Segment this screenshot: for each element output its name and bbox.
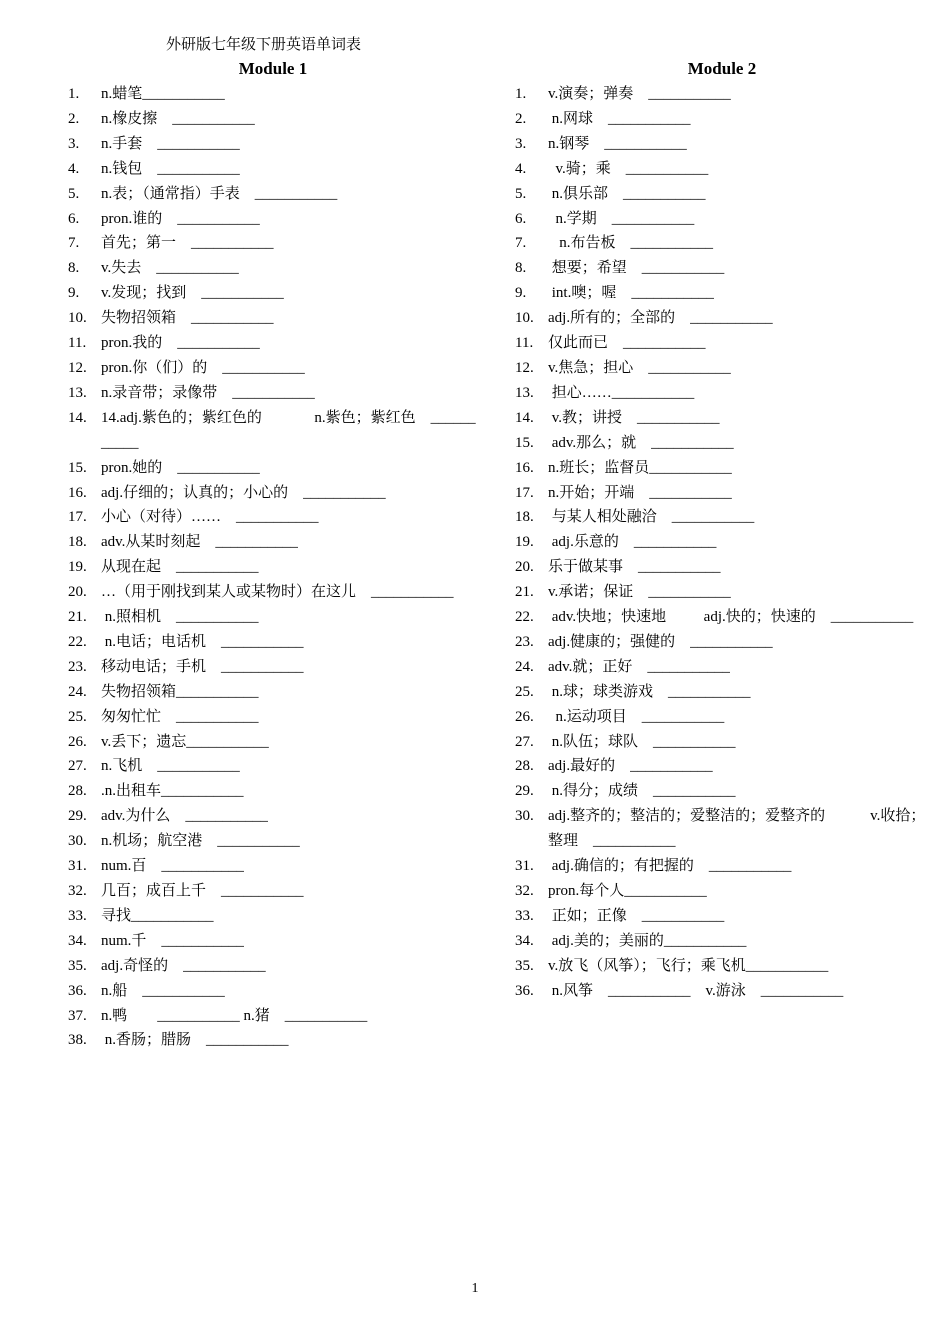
entry-number: 18.: [68, 534, 87, 551]
vocab-entry: [515, 779, 929, 804]
vocab-entry: [515, 306, 929, 331]
entry-number: 36.: [68, 982, 87, 999]
entry-text: n.鸭 ___________ n.猪 ___________: [101, 1007, 368, 1024]
entry-text: int.噢；喔 ___________: [548, 285, 714, 302]
vocab-entry: [515, 406, 929, 431]
entry-text: n.船 ___________: [101, 982, 225, 999]
entry-number: 26.: [68, 733, 87, 750]
vocab-entry: [68, 505, 482, 530]
entry-text: adv.为什么 ___________: [101, 808, 268, 825]
vocab-entry: [68, 182, 482, 207]
entry-text: adj.奇怪的 ___________: [101, 957, 266, 974]
entry-number: 22.: [515, 609, 534, 626]
entry-text: v.发现；找到 ___________: [101, 285, 284, 302]
vocab-entry: [68, 331, 482, 356]
entry-number: 26.: [515, 708, 534, 725]
entry-number: 4.: [515, 160, 527, 177]
vocab-entry: [515, 705, 929, 730]
entry-number: 8.: [515, 260, 527, 277]
entry-number: 29.: [68, 808, 87, 825]
entry-number: 32.: [68, 883, 87, 899]
entry-number: 6.: [515, 210, 527, 227]
entry-text: 正如；正像 ___________: [548, 907, 725, 924]
entry-text: 与某人相处融洽 ___________: [548, 509, 755, 526]
vocab-entry: [515, 979, 929, 1004]
module-2-word-list: [515, 82, 929, 1004]
entry-number: 9.: [515, 285, 527, 302]
entry-number: 17.: [68, 509, 87, 526]
vocab-entry: [68, 530, 482, 555]
vocab-entry: [515, 605, 929, 630]
vocab-entry: [515, 505, 929, 530]
vocab-entry: [68, 605, 482, 630]
vocab-entry: [515, 107, 929, 132]
entry-number: 2.: [68, 110, 80, 127]
module-2-column: [515, 58, 929, 1004]
entry-number: 20.: [515, 559, 534, 576]
entry-text: adv.从某时刻起 ___________: [101, 534, 298, 551]
entry-number: 19.: [68, 559, 87, 576]
entry-number: 29.: [515, 783, 534, 800]
vocab-entry: [515, 207, 929, 232]
vocab-entry: [515, 555, 929, 580]
entry-number: 23.: [515, 633, 534, 650]
vocab-entry: [515, 356, 929, 381]
entry-text: 小心（对待）…… ___________: [101, 509, 319, 526]
vocab-entry: [515, 456, 929, 481]
entry-number: 18.: [515, 509, 534, 526]
entry-number: 32.: [515, 883, 534, 899]
entry-text: adj.乐意的 ___________: [548, 534, 717, 551]
entry-number: 7.: [68, 235, 80, 252]
entry-text: n.机场；航空港 ___________: [101, 833, 300, 850]
entry-number: 11.: [515, 335, 534, 352]
entry-text: n.网球 ___________: [548, 110, 691, 127]
vocab-entry: [68, 157, 482, 182]
entry-text: n.运动项目 ___________: [548, 708, 725, 725]
entry-text: adv.那么；就 ___________: [548, 434, 734, 451]
entry-number: 16.: [515, 459, 534, 476]
vocab-entry: [68, 904, 482, 929]
vocab-entry: [515, 256, 929, 281]
module-1-heading: Module 1: [238, 59, 308, 78]
entry-text: n.开始；开端 ___________: [548, 484, 732, 501]
vocab-entry: [68, 1028, 482, 1053]
entry-text: 担心……___________: [548, 384, 695, 401]
vocab-entry: [68, 555, 482, 580]
vocab-entry: [68, 854, 482, 879]
entry-number: 16.: [68, 484, 87, 501]
entry-text: 移动电话；手机 ___________: [101, 658, 304, 675]
entry-number: 2.: [515, 110, 527, 127]
vocab-entry: [515, 580, 929, 605]
vocab-entry: [515, 381, 929, 406]
entry-text: n.蜡笔___________: [101, 86, 225, 102]
entry-number: 15.: [68, 459, 87, 476]
entry-number: 5.: [68, 185, 80, 202]
vocab-entry: [515, 680, 929, 705]
entry-text: adj.所有的；全部的 ___________: [548, 310, 773, 327]
vocab-entry: [68, 929, 482, 954]
entry-text: n.表；（通常指）手表 ___________: [101, 185, 338, 202]
entry-number: 35.: [68, 957, 87, 974]
entry-text: n.手套 ___________: [101, 135, 240, 152]
entry-text: adv.快地；快速地 adj.快的；快速的 ___________: [548, 609, 914, 626]
vocab-entry: [515, 481, 929, 506]
vocab-entry: [515, 929, 929, 954]
vocab-entry: [515, 231, 929, 256]
entry-number: 17.: [515, 484, 534, 501]
vocab-entry: [68, 630, 482, 655]
entry-number: 30.: [515, 808, 534, 825]
entry-text: v.骑；乘 ___________: [548, 160, 709, 177]
vocab-entry: [68, 256, 482, 281]
entry-number: 21.: [515, 584, 534, 601]
module-1-word-list: [68, 82, 482, 1053]
entry-text: n.电话；电话机 ___________: [101, 633, 304, 650]
entry-number: 28.: [515, 758, 534, 775]
entry-text: 从现在起 ___________: [101, 559, 259, 576]
entry-number: 31.: [68, 858, 87, 875]
entry-number: 31.: [515, 858, 534, 875]
entry-number: 12.: [68, 359, 87, 376]
vocab-entry: [68, 954, 482, 979]
entry-text: pron.每个人___________: [548, 883, 707, 899]
entry-text: pron.你（们）的 ___________: [101, 359, 305, 376]
entry-number: 27.: [68, 758, 87, 775]
vocab-entry: [515, 630, 929, 655]
entry-text: n.香肠；腊肠 ___________: [101, 1032, 289, 1049]
entry-text: n.照相机 ___________: [101, 609, 259, 626]
vocab-entry: [515, 879, 929, 904]
vocab-entry: [68, 754, 482, 779]
entry-text: 14.adj.紫色的；紫红色的 n.紫色；紫红色 ___________: [101, 409, 476, 451]
entry-text: adj.确信的；有把握的 ___________: [548, 858, 792, 875]
entry-text: pron.我的 ___________: [101, 335, 260, 352]
entry-text: v.放飞（风筝）；飞行；乘飞机___________: [548, 957, 829, 974]
entry-text: adj.美的；美丽的___________: [548, 932, 747, 949]
entry-text: num.千 ___________: [101, 932, 244, 949]
vocab-entry: [515, 954, 929, 979]
entry-text: v.丢下；遗忘___________: [101, 733, 269, 750]
entry-number: 35.: [515, 957, 534, 974]
entry-text: 想要；希望 ___________: [548, 260, 725, 277]
entry-number: 33.: [515, 907, 534, 924]
entry-text: pron.她的 ___________: [101, 459, 260, 476]
vocab-entry: [68, 306, 482, 331]
entry-number: 13.: [515, 384, 534, 401]
entry-text: num.百 ___________: [101, 858, 244, 875]
entry-number: 37.: [68, 1007, 87, 1024]
entry-text: n.布告板 ___________: [548, 235, 714, 252]
entry-text: adj.最好的 ___________: [548, 758, 713, 775]
entry-number: 28.: [68, 783, 87, 800]
entry-text: n.风筝 ___________ v.游泳 ___________: [548, 982, 844, 999]
entry-text: n.俱乐部 ___________: [548, 185, 706, 202]
entry-number: 33.: [68, 907, 87, 924]
entry-number: 21.: [68, 609, 87, 626]
vocab-entry: [515, 804, 929, 854]
vocab-entry: [68, 107, 482, 132]
entry-text: 失物招领箱___________: [101, 683, 259, 700]
entry-text: 首先；第一 ___________: [101, 235, 274, 252]
entry-text: .n.出租车___________: [101, 783, 244, 800]
vocab-entry: [515, 730, 929, 755]
entry-number: 22.: [68, 633, 87, 650]
entry-text: v.承诺；保证 ___________: [548, 584, 731, 601]
vocab-entry: [68, 406, 482, 456]
entry-text: 乐于做某事 ___________: [548, 559, 721, 576]
entry-text: n.学期 ___________: [548, 210, 695, 227]
entry-number: 20.: [68, 584, 87, 601]
vocab-entry: [515, 157, 929, 182]
entry-text: n.得分；成绩 ___________: [548, 783, 736, 800]
entry-number: 23.: [68, 658, 87, 675]
entry-number: 38.: [68, 1032, 87, 1049]
vocab-entry: [68, 381, 482, 406]
vocab-entry: [515, 182, 929, 207]
entry-number: 7.: [515, 235, 527, 252]
entry-text: n.球；球类游戏 ___________: [548, 683, 751, 700]
entry-number: 19.: [515, 534, 534, 551]
entry-text: pron.谁的 ___________: [101, 210, 260, 227]
module-1-column: [68, 58, 482, 1053]
entry-text: v.焦急；担心 ___________: [548, 359, 731, 376]
entry-number: 3.: [515, 135, 527, 152]
entry-number: 15.: [515, 434, 534, 451]
entry-number: 25.: [515, 683, 534, 700]
entry-number: 1.: [68, 86, 80, 102]
vocab-entry: [68, 655, 482, 680]
entry-number: 27.: [515, 733, 534, 750]
vocab-entry: [515, 431, 929, 456]
vocab-entry: [68, 705, 482, 730]
entry-text: n.录音带；录像带 ___________: [101, 384, 315, 401]
entry-number: 4.: [68, 160, 80, 177]
vocab-entry: [68, 804, 482, 829]
entry-text: 几百；成百上千 ___________: [101, 883, 304, 899]
vocab-entry: [68, 779, 482, 804]
entry-number: 24.: [515, 658, 534, 675]
vocab-entry: [68, 281, 482, 306]
entry-text: n.钢琴 ___________: [548, 135, 687, 152]
entry-number: 36.: [515, 982, 534, 999]
entry-number: 30.: [68, 833, 87, 850]
entry-number: 14.: [68, 409, 87, 426]
entry-text: v.演奏；弹奏 ___________: [548, 86, 731, 102]
entry-text: n.钱包 ___________: [101, 160, 240, 177]
entry-number: 8.: [68, 260, 80, 277]
vocab-entry: [68, 879, 482, 904]
vocab-entry: [68, 979, 482, 1004]
entry-text: 仅此而已 ___________: [548, 335, 706, 352]
vocab-entry: [515, 281, 929, 306]
entry-number: 25.: [68, 708, 87, 725]
entry-number: 14.: [515, 409, 534, 426]
entry-number: 1.: [515, 86, 527, 102]
vocab-entry: [68, 580, 482, 605]
entry-text: 失物招领箱 ___________: [101, 310, 274, 327]
entry-text: n.班长；监督员___________: [548, 459, 732, 476]
vocab-entry: [515, 904, 929, 929]
entry-number: 9.: [68, 285, 80, 302]
vocab-entry: [68, 1004, 482, 1029]
vocab-entry: [68, 207, 482, 232]
entry-text: adj.整齐的；整洁的；爱整洁的；爱整齐的 v.收拾；整理 ___________: [548, 808, 926, 850]
vocab-entry: [515, 530, 929, 555]
entry-text: …（用于刚找到某人或某物时）在这儿 ___________: [101, 584, 454, 601]
vocab-entry: [515, 655, 929, 680]
page-number: 1: [471, 1281, 479, 1296]
vocab-entry: [68, 680, 482, 705]
document-title: 外研版七年级下册英语单词表: [166, 37, 362, 53]
entry-text: n.橡皮擦 ___________: [101, 110, 255, 127]
entry-text: v.失去 ___________: [101, 260, 239, 277]
vocab-entry: [515, 331, 929, 356]
vocab-entry: [515, 754, 929, 779]
vocab-entry: [68, 456, 482, 481]
vocab-entry: [515, 82, 929, 107]
entry-text: adj.仔细的；认真的；小心的 ___________: [101, 484, 386, 501]
vocab-entry: [515, 854, 929, 879]
vocab-entry: [68, 132, 482, 157]
entry-text: n.队伍；球队 ___________: [548, 733, 736, 750]
entry-number: 24.: [68, 683, 87, 700]
vocab-entry: [68, 730, 482, 755]
entry-number: 11.: [68, 335, 87, 352]
entry-number: 10.: [68, 310, 87, 327]
entry-number: 10.: [515, 310, 534, 327]
module-2-heading: Module 2: [687, 59, 757, 78]
entry-text: adj.健康的；强健的 ___________: [548, 633, 773, 650]
entry-text: n.飞机 ___________: [101, 758, 240, 775]
vocab-entry: [68, 829, 482, 854]
vocab-entry: [68, 82, 482, 107]
vocab-entry: [68, 356, 482, 381]
entry-number: 12.: [515, 359, 534, 376]
entry-text: v.教；讲授 ___________: [548, 409, 720, 426]
entry-text: 寻找___________: [101, 907, 214, 924]
entry-number: 13.: [68, 384, 87, 401]
vocab-entry: [68, 481, 482, 506]
entry-number: 34.: [68, 932, 87, 949]
vocab-entry: [68, 231, 482, 256]
entry-text: adv.就；正好 ___________: [548, 658, 730, 675]
entry-number: 6.: [68, 210, 80, 227]
entry-number: 34.: [515, 932, 534, 949]
entry-number: 5.: [515, 185, 527, 202]
vocab-entry: [515, 132, 929, 157]
entry-text: 匆匆忙忙 ___________: [101, 708, 259, 725]
entry-number: 3.: [68, 135, 80, 152]
